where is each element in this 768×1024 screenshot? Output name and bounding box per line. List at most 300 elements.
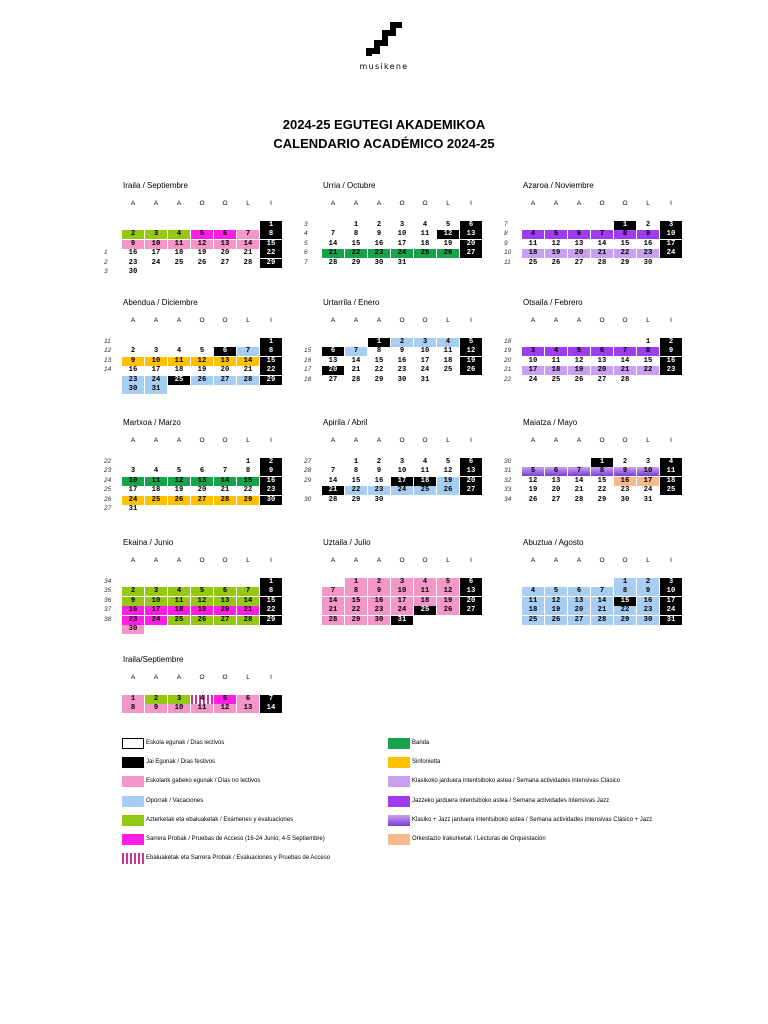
month-title: Urria / Octubre: [323, 181, 376, 190]
weekday-label: O: [399, 557, 405, 564]
day-cell: 31: [420, 375, 430, 384]
day-cell: 28: [620, 375, 630, 384]
day-cell: 30: [260, 496, 282, 505]
legend-label: Oporrak / Vacaciones: [146, 797, 204, 804]
weekday-label: L: [446, 317, 450, 324]
day-cell: 6: [214, 230, 236, 239]
day-cell: 14: [237, 597, 259, 606]
day-cell: 22: [260, 249, 282, 258]
day-cell: 2: [637, 578, 659, 587]
weekday-label: L: [446, 437, 450, 444]
weekday-label: I: [270, 317, 272, 324]
weekday-label: O: [399, 200, 405, 207]
week-number: 30: [304, 495, 312, 503]
weekday-label: A: [553, 437, 559, 444]
day-cell: 17: [151, 249, 161, 258]
weekday-label: O: [422, 200, 428, 207]
week-number: 2: [104, 258, 108, 266]
weekday-label: L: [246, 317, 250, 324]
day-cell: 24: [391, 249, 413, 258]
day-cell: 12: [460, 347, 482, 356]
weekday-label: A: [553, 557, 559, 564]
weekday-label: O: [222, 200, 228, 207]
weekday-label: A: [130, 674, 136, 681]
week-number: 14: [104, 366, 112, 374]
day-cell: 21: [351, 366, 361, 375]
day-cell: 24: [151, 258, 161, 267]
legend-label: Klasikoko jarduera intentsiboko astea / Semana actividades intensivas Clásico: [412, 778, 621, 785]
day-cell: 30: [122, 625, 144, 634]
weekday-label: O: [622, 557, 628, 564]
day-cell: 20: [197, 486, 207, 495]
day-cell: 5: [191, 230, 213, 239]
day-cell: 15: [260, 240, 282, 249]
day-cell: 23: [128, 258, 138, 267]
day-cell: 26: [197, 258, 207, 267]
day-cell: 2: [660, 338, 682, 347]
day-cell: 18: [522, 606, 544, 615]
day-cell: 2: [376, 458, 382, 466]
day-cell: 6: [214, 587, 236, 596]
week-number: 31: [504, 467, 512, 475]
day-cell: 13: [328, 356, 338, 365]
day-cell: 28: [328, 258, 338, 267]
day-cell: 11: [420, 467, 430, 476]
week-number: 22: [104, 458, 112, 465]
weekday-label: A: [553, 317, 559, 324]
legend-label: Jai Egunak / Días festivos: [146, 759, 216, 766]
day-cell: 2: [368, 578, 390, 587]
weekday-label: I: [270, 200, 272, 207]
day-cell: 9: [376, 230, 382, 239]
day-cell: 11: [420, 230, 430, 239]
weekday-label: A: [353, 200, 359, 207]
day-cell: 18: [443, 356, 453, 365]
day-cell: 29: [345, 616, 367, 625]
week-number: 3: [304, 221, 308, 228]
day-cell: 5: [545, 230, 567, 239]
day-cell: 11: [522, 597, 544, 606]
day-cell: 12: [191, 240, 213, 249]
day-cell: 21: [237, 606, 259, 615]
weekday-label: I: [470, 557, 472, 564]
day-cell: 19: [528, 486, 538, 495]
day-cell: 6: [199, 467, 205, 476]
weekday-label: A: [330, 437, 336, 444]
day-cell: 8: [260, 230, 282, 239]
title-basque: 2024-25 EGUTEGI AKADEMIKOA: [282, 117, 486, 132]
day-cell: 16: [368, 597, 390, 606]
weekday-label: L: [446, 200, 450, 207]
legend-label: Ebaluaketak eta Sarrera Probak / Evaluaciones y Pruebas de Acceso: [146, 855, 331, 862]
weekday-label: A: [576, 317, 582, 324]
day-cell: 4: [168, 587, 190, 596]
legend-swatch: [122, 757, 144, 768]
day-cell: 14: [237, 357, 259, 366]
day-cell: 19: [174, 486, 184, 495]
day-cell: 15: [374, 356, 384, 365]
day-cell: 14: [328, 239, 338, 248]
day-cell: 1: [122, 695, 144, 704]
day-cell: 26: [460, 366, 482, 375]
day-cell: 23: [620, 486, 630, 495]
day-cell: 7: [330, 230, 336, 239]
day-cell: 22: [614, 249, 636, 258]
day-cell: 19: [197, 366, 207, 375]
day-cell: 29: [597, 495, 607, 504]
day-cell: 16: [374, 239, 384, 248]
day-cell: 10: [420, 347, 430, 356]
day-cell: 25: [414, 249, 436, 258]
day-cell: 4: [422, 221, 428, 229]
day-cell: 4: [191, 695, 213, 704]
month-title: Martxoa / Marzo: [123, 418, 181, 427]
day-cell: 14: [214, 477, 236, 486]
day-cell: 5: [214, 695, 236, 704]
day-cell: 28: [214, 496, 236, 505]
day-cell: 13: [460, 230, 482, 239]
day-cell: 23: [260, 486, 282, 495]
week-number: 23: [104, 467, 112, 475]
day-cell: 9: [399, 347, 405, 356]
weekday-label: O: [422, 557, 428, 564]
legend-label: Sinfonietta: [412, 759, 441, 766]
day-cell: 4: [153, 467, 159, 476]
week-number: 36: [104, 596, 112, 604]
day-cell: 22: [345, 606, 367, 615]
day-cell: 14: [591, 597, 613, 606]
weekday-label: I: [470, 437, 472, 444]
legend-label: Sarrera Probak / Pruebas de Acceso (16-24 Junio; 4-5 Septiembre): [146, 836, 325, 842]
day-cell: 26: [168, 496, 190, 505]
day-cell: 10: [168, 704, 190, 713]
day-cell: 30: [637, 616, 659, 625]
weekday-label: O: [599, 557, 605, 564]
day-cell: 15: [620, 239, 630, 248]
week-number: 3: [104, 268, 108, 275]
day-cell: 3: [168, 695, 190, 704]
day-cell: 25: [660, 486, 682, 495]
day-cell: 23: [637, 606, 659, 615]
day-cell: 24: [660, 249, 682, 258]
title-spanish: CALENDARIO ACADÉMICO 2024-25: [273, 136, 495, 151]
day-cell: 1: [353, 458, 359, 466]
stairs-logo-icon: [366, 22, 402, 56]
day-cell: 19: [437, 597, 459, 606]
week-number: 37: [104, 606, 112, 614]
day-cell: 21: [591, 249, 613, 258]
day-cell: 3: [414, 338, 436, 347]
day-cell: 7: [237, 347, 259, 356]
month-title: Urtarrila / Enero: [323, 298, 380, 307]
day-cell: 7: [322, 587, 344, 596]
legend-label: Banda: [412, 740, 430, 746]
day-cell: 2: [376, 221, 382, 229]
weekday-label: I: [670, 200, 672, 207]
week-number: 28: [304, 467, 312, 475]
day-cell: 4: [176, 347, 182, 356]
day-cell: 4: [422, 458, 428, 466]
weekday-label: O: [199, 437, 205, 444]
weekday-label: A: [153, 200, 159, 207]
day-cell: 21: [322, 486, 344, 495]
week-number: 33: [504, 486, 512, 494]
day-cell: 10: [391, 587, 413, 596]
day-cell: 11: [414, 587, 436, 596]
day-cell: 22: [597, 486, 607, 495]
day-cell: 12: [214, 704, 236, 713]
week-number: 13: [104, 356, 112, 364]
day-cell: 22: [637, 366, 659, 375]
day-cell: 28: [243, 258, 253, 267]
day-cell: 5: [522, 467, 544, 476]
legend-swatch: [388, 815, 410, 826]
day-cell: 11: [168, 357, 190, 366]
day-cell: 19: [191, 606, 213, 615]
day-cell: 29: [260, 259, 282, 268]
day-cell: 14: [237, 240, 259, 249]
weekday-label: A: [176, 317, 182, 324]
day-cell: 31: [128, 505, 138, 513]
day-cell: 12: [574, 356, 584, 365]
weekday-label: A: [530, 557, 536, 564]
day-cell: 17: [391, 477, 413, 486]
week-number: 18: [504, 338, 512, 345]
weekday-label: A: [176, 200, 182, 207]
day-cell: 26: [437, 606, 459, 615]
day-cell: 12: [191, 597, 213, 606]
day-cell: 9: [260, 467, 282, 476]
day-cell: 16: [397, 356, 407, 365]
day-cell: 28: [597, 258, 607, 267]
week-number: 25: [104, 486, 112, 494]
day-cell: 8: [260, 587, 282, 596]
day-cell: 10: [660, 587, 682, 596]
day-cell: 7: [237, 587, 259, 596]
legend-swatch: [122, 853, 144, 864]
day-cell: 20: [551, 486, 561, 495]
day-cell: 22: [260, 366, 282, 375]
weekday-label: I: [270, 437, 272, 444]
day-cell: 13: [574, 239, 584, 248]
day-cell: 9: [122, 357, 144, 366]
legend-label: Jazzeko jarduera intentsiboko astea / Semana actividades intensivas Jazz: [412, 797, 610, 804]
weekday-label: O: [199, 200, 205, 207]
day-cell: 14: [328, 476, 338, 485]
day-cell: 22: [243, 486, 253, 495]
weekday-label: I: [670, 317, 672, 324]
day-cell: 22: [345, 249, 367, 258]
day-cell: 14: [351, 356, 361, 365]
day-cell: 1: [260, 221, 282, 230]
day-cell: 11: [551, 356, 561, 365]
weekday-label: O: [599, 437, 605, 444]
day-cell: 10: [145, 357, 167, 366]
weekday-label: O: [222, 317, 228, 324]
weekday-label: A: [353, 317, 359, 324]
week-number: 9: [504, 239, 508, 247]
day-cell: 27: [568, 616, 590, 625]
day-cell: 18: [414, 597, 436, 606]
day-cell: 6: [214, 347, 236, 356]
day-cell: 7: [591, 587, 613, 596]
day-cell: 27: [214, 616, 236, 625]
day-cell: 26: [528, 495, 538, 504]
week-number: 5: [304, 239, 308, 247]
day-cell: 10: [145, 597, 167, 606]
day-cell: 8: [345, 587, 367, 596]
day-cell: 25: [174, 258, 184, 267]
weekday-label: I: [270, 557, 272, 564]
week-number: 27: [104, 505, 112, 512]
day-cell: 13: [214, 240, 236, 249]
day-cell: 12: [528, 476, 538, 485]
day-cell: 24: [528, 375, 538, 384]
weekday-label: I: [470, 317, 472, 324]
day-cell: 2: [260, 458, 282, 467]
weekday-label: A: [153, 317, 159, 324]
day-cell: 25: [145, 496, 167, 505]
weekday-label: O: [399, 437, 405, 444]
day-cell: 20: [460, 597, 482, 606]
day-cell: 22: [260, 606, 282, 615]
day-cell: 4: [522, 587, 544, 596]
day-cell: 31: [145, 385, 167, 394]
day-cell: 1: [260, 578, 282, 587]
weekday-label: A: [153, 437, 159, 444]
day-cell: 3: [660, 578, 682, 587]
month-title: Abendua / Diciembre: [123, 298, 198, 307]
day-cell: 11: [168, 597, 190, 606]
day-cell: 18: [174, 366, 184, 375]
day-cell: 18: [660, 477, 682, 486]
legend-swatch: [388, 757, 410, 768]
day-cell: 4: [660, 458, 682, 467]
weekday-label: O: [599, 200, 605, 207]
day-cell: 17: [522, 366, 544, 375]
weekday-label: A: [553, 200, 559, 207]
day-cell: 21: [243, 366, 253, 375]
legend-swatch: [122, 796, 144, 807]
day-cell: 18: [151, 486, 161, 495]
week-number: 4: [304, 230, 308, 238]
day-cell: 14: [574, 476, 584, 485]
legend-swatch: [122, 834, 144, 845]
day-cell: 3: [153, 347, 159, 356]
day-cell: 18: [545, 366, 567, 375]
day-cell: 1: [645, 338, 651, 346]
day-cell: 25: [414, 606, 436, 615]
day-cell: 8: [614, 230, 636, 239]
weekday-label: A: [576, 557, 582, 564]
weekday-label: O: [622, 437, 628, 444]
month-title: Iraila/Septiembre: [123, 655, 184, 664]
day-cell: 25: [443, 366, 453, 375]
legend-label: Klasiko + Jazz jarduera intentsiboko astea / Semana actividades intensivas Clásico + Jazz: [412, 816, 653, 823]
day-cell: 31: [660, 616, 682, 625]
day-cell: 21: [220, 486, 230, 495]
day-cell: 27: [574, 258, 584, 267]
legend-swatch: [388, 738, 410, 749]
day-cell: 19: [545, 606, 567, 615]
day-cell: 20: [460, 240, 482, 249]
day-cell: 28: [574, 495, 584, 504]
day-cell: 29: [351, 495, 361, 504]
day-cell: 2: [622, 458, 628, 466]
day-cell: 16: [614, 477, 636, 486]
weekday-label: I: [270, 674, 272, 681]
day-cell: 31: [397, 258, 407, 267]
day-cell: 30: [122, 385, 144, 394]
day-cell: 7: [222, 467, 228, 476]
day-cell: 4: [437, 338, 459, 347]
day-cell: 15: [351, 239, 361, 248]
day-cell: 10: [528, 356, 538, 365]
day-cell: 9: [614, 467, 636, 476]
day-cell: 10: [145, 240, 167, 249]
day-cell: 5: [568, 347, 590, 356]
day-cell: 20: [220, 366, 230, 375]
week-number: 26: [104, 495, 112, 503]
day-cell: 7: [614, 347, 636, 356]
day-cell: 20: [568, 249, 590, 258]
day-cell: 7: [260, 695, 282, 704]
week-number: 34: [104, 578, 112, 585]
day-cell: 8: [353, 467, 359, 476]
day-cell: 25: [168, 376, 190, 385]
day-cell: 17: [420, 356, 430, 365]
day-cell: 17: [128, 486, 138, 495]
day-cell: 15: [597, 476, 607, 485]
day-cell: 21: [614, 366, 636, 375]
day-cell: 11: [191, 704, 213, 713]
brand-name: musikene: [359, 62, 409, 71]
day-cell: 27: [597, 375, 607, 384]
day-cell: 1: [345, 578, 367, 587]
day-cell: 16: [660, 357, 682, 366]
day-cell: 31: [391, 616, 413, 625]
day-cell: 15: [237, 477, 259, 486]
day-cell: 4: [522, 230, 544, 239]
day-cell: 29: [237, 496, 259, 505]
week-number: 21: [504, 366, 512, 374]
weekday-label: L: [446, 557, 450, 564]
week-number: 6: [304, 249, 308, 257]
week-number: 27: [304, 458, 312, 465]
day-cell: 24: [643, 486, 653, 495]
day-cell: 18: [174, 249, 184, 258]
day-cell: 11: [660, 467, 682, 476]
weekday-label: I: [670, 557, 672, 564]
day-cell: 24: [122, 496, 144, 505]
week-number: 34: [504, 495, 512, 503]
month-title: Abuztua / Agosto: [523, 538, 584, 547]
weekday-label: A: [353, 557, 359, 564]
day-cell: 13: [460, 467, 482, 476]
day-cell: 12: [191, 357, 213, 366]
day-cell: 5: [191, 587, 213, 596]
day-cell: 8: [260, 347, 282, 356]
legend-label: Eskola egunak / Días lectivos: [146, 740, 225, 746]
weekday-label: A: [330, 317, 336, 324]
week-number: 1: [104, 249, 108, 257]
weekday-label: O: [622, 317, 628, 324]
legend-swatch: [388, 796, 410, 807]
legend-label: Orkestazio Irakurketak / Lecturas de Orquestación: [412, 836, 546, 842]
day-cell: 27: [328, 375, 338, 384]
day-cell: 5: [445, 221, 451, 229]
week-number: 15: [304, 347, 312, 355]
